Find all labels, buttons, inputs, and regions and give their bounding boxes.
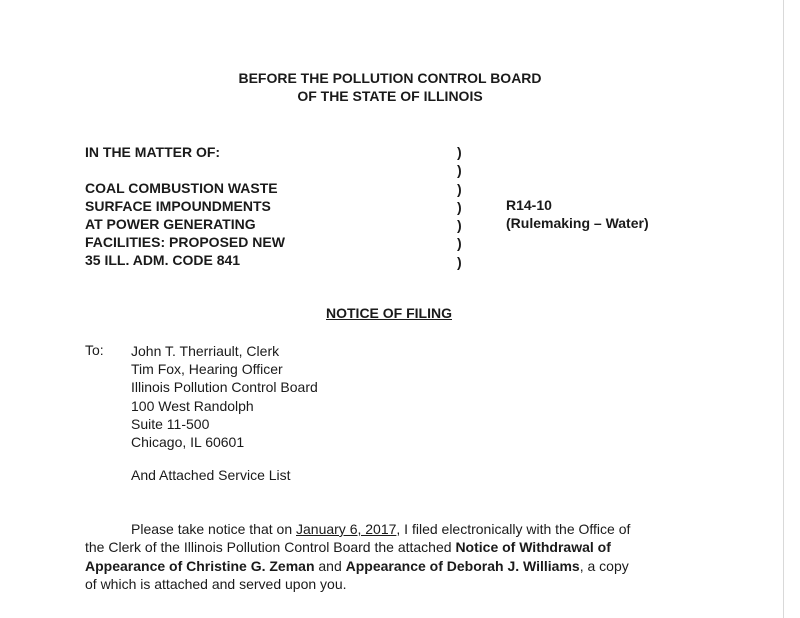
paren: ) [457, 253, 462, 270]
filing-date: January 6, 2017 [296, 521, 397, 537]
to-label: To: [85, 342, 104, 358]
text-run: Please take notice that on [131, 521, 296, 537]
subject-line: 35 ILL. ADM. CODE 841 [85, 252, 241, 268]
subject-line: COAL COMBUSTION WASTE [85, 180, 278, 196]
paragraph-line [85, 520, 705, 538]
text-run: and [314, 557, 346, 574]
document-title: Appearance of Deborah J. Williams [345, 557, 580, 574]
document-title: Notice of Withdrawal of [455, 539, 611, 556]
docket-type: (Rulemaking – Water) [506, 215, 649, 231]
paren: ) [457, 235, 462, 252]
text-run: , I filed electronically with the Office of [396, 521, 631, 537]
paragraph-line [85, 557, 705, 575]
notice-paragraph [85, 520, 705, 594]
service-list-note: And Attached Service List [131, 467, 291, 483]
state-title: OF THE STATE OF ILLINOIS [297, 88, 483, 104]
notice-heading: NOTICE OF FILING [326, 305, 452, 321]
case-subject [85, 179, 285, 269]
board-title: BEFORE THE POLLUTION CONTROL BOARD [238, 70, 542, 86]
paren: ) [457, 162, 462, 179]
paren: ) [457, 144, 462, 160]
paragraph-line: of which is attached and served upon you. [85, 576, 347, 593]
page-edge-divider [783, 0, 784, 618]
address-line: Chicago, IL 60601 [131, 434, 245, 451]
address-line: Illinois Pollution Control Board [131, 379, 318, 396]
caption-parentheses [457, 143, 462, 271]
paren: ) [457, 180, 462, 197]
paren: ) [457, 217, 462, 234]
address-line: 100 West Randolph [131, 397, 254, 414]
address-line: Suite 11-500 [131, 415, 210, 432]
text-run: the Clerk of the Illinois Pollution Control Board the attached [85, 539, 456, 556]
subject-line: FACILITIES: PROPOSED NEW [85, 234, 285, 250]
recipient-address [131, 342, 318, 451]
subject-line: AT POWER GENERATING [85, 216, 256, 232]
address-line: John T. Therriault, Clerk [131, 343, 280, 359]
in-the-matter-of: IN THE MATTER OF: [85, 144, 221, 160]
paren: ) [457, 198, 462, 215]
subject-line: SURFACE IMPOUNDMENTS [85, 198, 271, 214]
address-line: Tim Fox, Hearing Officer [131, 361, 283, 378]
docket-number: R14-10 [506, 197, 552, 213]
document-title: Appearance of Christine G. Zeman [85, 557, 315, 574]
text-run: , a copy [579, 557, 629, 574]
paragraph-line [85, 538, 705, 556]
